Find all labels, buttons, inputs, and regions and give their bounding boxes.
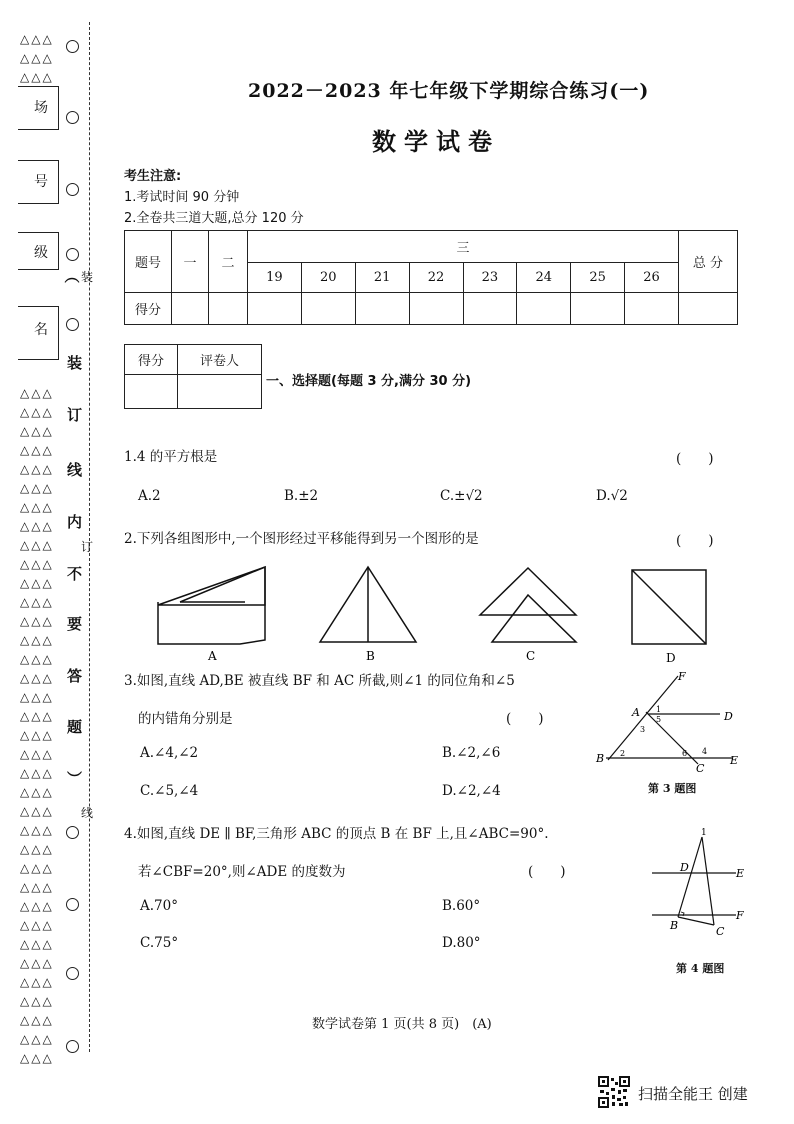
q4-option-b[interactable]: B.60° bbox=[442, 898, 481, 914]
point-label: B bbox=[596, 752, 605, 765]
q1-answer-blank[interactable]: ( ) bbox=[676, 451, 714, 467]
q3-caption: 第 3 题图 bbox=[648, 782, 697, 795]
binding-hole bbox=[66, 1040, 79, 1053]
q1-option-a[interactable]: A.2 bbox=[138, 488, 161, 504]
v-char: 不 bbox=[67, 565, 83, 583]
score-table bbox=[124, 230, 738, 325]
score-cell[interactable] bbox=[209, 293, 248, 325]
q4-option-d[interactable]: D.80° bbox=[442, 935, 481, 951]
binding-label: 装 bbox=[81, 270, 94, 284]
tri-row: △△△ bbox=[20, 595, 54, 609]
tri-row: △△△ bbox=[20, 462, 54, 476]
score-cell[interactable] bbox=[409, 293, 463, 325]
tri-row: △△△ bbox=[20, 937, 54, 951]
binding-hole bbox=[66, 318, 79, 331]
triangle-marks-column bbox=[20, 384, 54, 1068]
q2-figure-b[interactable] bbox=[320, 567, 416, 642]
q4-figure bbox=[644, 825, 754, 947]
tri-row: △△△ bbox=[20, 576, 54, 590]
angle-label: 5 bbox=[656, 715, 662, 724]
grader-label: 评卷人 bbox=[178, 345, 262, 375]
tri-row: △△△ bbox=[20, 557, 54, 571]
q4-caption: 第 4 题图 bbox=[676, 962, 725, 975]
notice-item: 1.考试时间 90 分钟 bbox=[124, 190, 240, 205]
v-char: 要 bbox=[67, 615, 83, 633]
tri-row: △△△ bbox=[20, 32, 54, 46]
q3-option-c[interactable]: C.∠5,∠4 bbox=[140, 783, 199, 799]
tri-row: △△△ bbox=[20, 652, 54, 666]
angle-label: 4 bbox=[702, 747, 708, 756]
exam-number-field[interactable] bbox=[18, 160, 59, 204]
scanner-watermark: 扫描全能王 创建 bbox=[638, 1085, 748, 1103]
tri-row: △△△ bbox=[20, 443, 54, 457]
class-field[interactable] bbox=[18, 232, 59, 270]
subject-title: 数学试卷 bbox=[372, 127, 500, 156]
point-label: C bbox=[716, 925, 725, 938]
tri-row: △△△ bbox=[20, 842, 54, 856]
tri-row: △△△ bbox=[20, 880, 54, 894]
q4-option-c[interactable]: C.75° bbox=[140, 935, 179, 951]
notice-item: 2.全卷共三道大题,总分 120 分 bbox=[124, 211, 304, 226]
tri-row: △△△ bbox=[20, 918, 54, 932]
grader-label: 得分 bbox=[125, 345, 178, 375]
point-label: D bbox=[680, 861, 689, 874]
question-number: 24 bbox=[517, 263, 571, 293]
tri-row: △△△ bbox=[20, 804, 54, 818]
score-cell[interactable] bbox=[679, 293, 738, 325]
q1-option-d[interactable]: D.√2 bbox=[596, 488, 628, 504]
score-header: 一 bbox=[172, 231, 209, 293]
v-char: 内 bbox=[67, 513, 83, 531]
exam-room-field[interactable] bbox=[18, 86, 59, 130]
binding-hole bbox=[66, 183, 79, 196]
tri-row: △△△ bbox=[20, 671, 54, 685]
point-label: E bbox=[730, 754, 739, 767]
tri-row: △△△ bbox=[20, 994, 54, 1008]
point-label: C bbox=[696, 762, 705, 775]
angle-label: 3 bbox=[640, 725, 646, 734]
score-cell[interactable] bbox=[172, 293, 209, 325]
question-number: 20 bbox=[301, 263, 355, 293]
q1-stem: 1.4 的平方根是 bbox=[124, 449, 218, 465]
angle-label: 2 bbox=[620, 749, 626, 758]
notice-heading: 考生注意: bbox=[124, 169, 182, 184]
point-label: A bbox=[632, 706, 640, 719]
tri-row: △△△ bbox=[20, 70, 54, 84]
tri-row: △△△ bbox=[20, 956, 54, 970]
field-label: 名 bbox=[34, 322, 48, 338]
point-label: E bbox=[736, 867, 745, 880]
score-cell[interactable] bbox=[625, 293, 679, 325]
name-field[interactable] bbox=[18, 306, 59, 360]
figure-label: A bbox=[208, 649, 217, 663]
score-header: 总 分 bbox=[679, 231, 738, 293]
angle-label: 6 bbox=[682, 749, 688, 758]
binding-hole bbox=[66, 967, 79, 980]
question-number: 25 bbox=[571, 263, 625, 293]
tri-row: △△△ bbox=[20, 538, 54, 552]
score-header: 二 bbox=[209, 231, 248, 293]
point-label: F bbox=[678, 670, 686, 683]
figure-label: C bbox=[526, 649, 536, 663]
q3-option-a[interactable]: A.∠4,∠2 bbox=[140, 745, 199, 761]
grader-cell[interactable] bbox=[178, 375, 262, 409]
tri-row: △△△ bbox=[20, 861, 54, 875]
v-char: ︶ bbox=[67, 770, 83, 788]
tri-row: △△△ bbox=[20, 1051, 54, 1065]
field-label: 级 bbox=[34, 245, 48, 261]
tri-row: △△△ bbox=[20, 424, 54, 438]
tri-row: △△△ bbox=[20, 975, 54, 989]
binding-label: 线 bbox=[81, 806, 94, 820]
binding-hole bbox=[66, 898, 79, 911]
q4-stem: 4.如图,直线 DE ∥ BF,三角形 ABC 的顶点 B 在 BF 上,且∠ABC=90°. bbox=[124, 826, 549, 842]
instruction-column bbox=[62, 265, 82, 287]
q4-stem-continued: 若∠CBF=20°,则∠ADE 的度数为 bbox=[138, 864, 346, 880]
tri-row: △△△ bbox=[20, 633, 54, 647]
binding-hole bbox=[66, 248, 79, 261]
point-label: D bbox=[724, 710, 733, 723]
q2-figure-c[interactable] bbox=[480, 568, 576, 642]
qr-code-icon bbox=[598, 1076, 630, 1108]
tri-row: △△△ bbox=[20, 386, 54, 400]
triangle-marks-top bbox=[20, 30, 54, 87]
q4-option-a[interactable]: A.70° bbox=[140, 898, 178, 914]
grader-box bbox=[124, 344, 262, 409]
binding-hole bbox=[66, 111, 79, 124]
tri-row: △△△ bbox=[20, 766, 54, 780]
tri-row: △△△ bbox=[20, 1032, 54, 1046]
score-header: 三 bbox=[248, 231, 679, 263]
q2-figure-a[interactable] bbox=[158, 567, 265, 645]
q3-answer-blank[interactable]: ( ) bbox=[506, 711, 544, 727]
tri-row: △△△ bbox=[20, 823, 54, 837]
q2-figure-d[interactable] bbox=[632, 570, 706, 644]
binding-line bbox=[89, 22, 90, 1052]
score-cell[interactable] bbox=[571, 293, 625, 325]
v-char: ︵ bbox=[64, 267, 80, 285]
score-cell[interactable] bbox=[355, 293, 409, 325]
figure-label: B bbox=[366, 649, 375, 663]
score-row-label: 得分 bbox=[125, 293, 172, 325]
q3-figure bbox=[590, 668, 750, 778]
score-header: 题号 bbox=[125, 231, 172, 293]
q3-stem: 3.如图,直线 AD,BE 被直线 BF 和 AC 所截,则∠1 的同位角和∠5 bbox=[124, 673, 515, 689]
tri-row: △△△ bbox=[20, 785, 54, 799]
v-char: 线 bbox=[67, 461, 83, 479]
v-char: 装 bbox=[67, 354, 83, 372]
tri-row: △△△ bbox=[20, 614, 54, 628]
tri-row: △△△ bbox=[20, 709, 54, 723]
q2-answer-blank[interactable]: ( ) bbox=[676, 533, 714, 549]
tri-row: △△△ bbox=[20, 500, 54, 514]
q3-option-d[interactable]: D.∠2,∠4 bbox=[442, 783, 501, 799]
tri-row: △△△ bbox=[20, 481, 54, 495]
v-char: 订 bbox=[67, 406, 83, 424]
binding-hole bbox=[66, 40, 79, 53]
q2-stem: 2.下列各组图形中,一个图形经过平移能得到另一个图形的是 bbox=[124, 531, 479, 547]
tri-row: △△△ bbox=[20, 899, 54, 913]
tri-row: △△△ bbox=[20, 1013, 54, 1027]
field-label: 号 bbox=[34, 174, 48, 190]
binding-hole bbox=[66, 826, 79, 839]
tri-row: △△△ bbox=[20, 747, 54, 761]
tri-row: △△△ bbox=[20, 519, 54, 533]
q1-option-c[interactable]: C.±√2 bbox=[440, 488, 483, 504]
tri-row: △△△ bbox=[20, 728, 54, 742]
q4-answer-blank[interactable]: ( ) bbox=[528, 864, 566, 880]
exam-title: 2022－2023 年七年级下学期综合练习(一) bbox=[248, 80, 650, 102]
score-cell[interactable] bbox=[301, 293, 355, 325]
q3-stem-continued: 的内错角分别是 bbox=[138, 711, 233, 727]
q2-figures bbox=[150, 560, 750, 670]
tri-row: △△△ bbox=[20, 51, 54, 65]
grader-cell[interactable] bbox=[125, 375, 178, 409]
score-cell[interactable] bbox=[248, 293, 302, 325]
point-label: F bbox=[736, 909, 744, 922]
field-label: 场 bbox=[34, 100, 48, 116]
v-char: 题 bbox=[67, 718, 83, 736]
question-number: 19 bbox=[248, 263, 302, 293]
question-number: 21 bbox=[355, 263, 409, 293]
point-label: 1 bbox=[701, 828, 707, 838]
question-number: 23 bbox=[463, 263, 517, 293]
v-char: 答 bbox=[67, 667, 83, 685]
binding-label: 订 bbox=[81, 540, 94, 554]
q1-option-b[interactable]: B.±2 bbox=[284, 488, 319, 504]
q3-option-b[interactable]: B.∠2,∠6 bbox=[442, 745, 501, 761]
score-cell[interactable] bbox=[517, 293, 571, 325]
section-title: 一、选择题(每题 3 分,满分 30 分) bbox=[266, 374, 472, 389]
question-number: 22 bbox=[409, 263, 463, 293]
figure-label: D bbox=[666, 651, 676, 665]
page-footer: 数学试卷第 1 页(共 8 页) (A) bbox=[312, 1017, 492, 1032]
score-cell[interactable] bbox=[463, 293, 517, 325]
question-number: 26 bbox=[625, 263, 679, 293]
tri-row: △△△ bbox=[20, 690, 54, 704]
tri-row: △△△ bbox=[20, 405, 54, 419]
point-label: B bbox=[670, 919, 679, 932]
angle-label: 1 bbox=[656, 705, 662, 714]
